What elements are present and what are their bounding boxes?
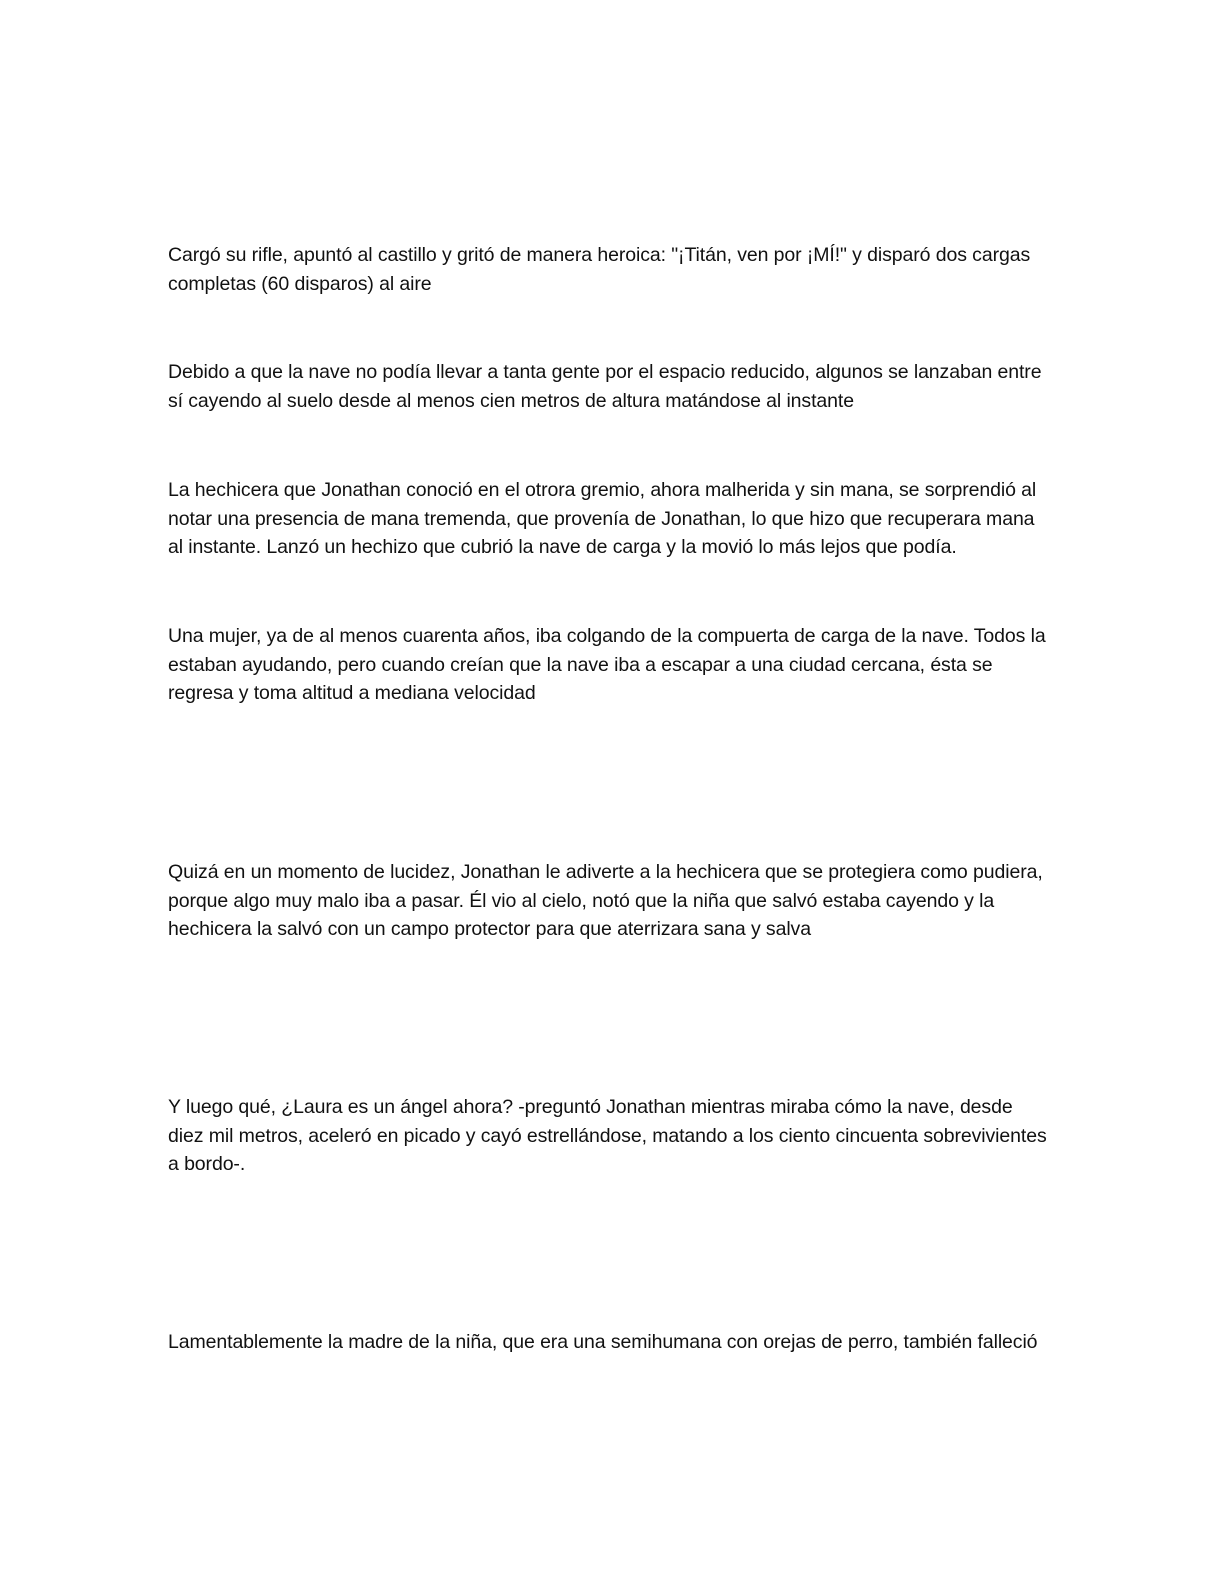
paragraph-laura-angel: Y luego qué, ¿Laura es un ángel ahora? -preguntó Jonathan mientras miraba cómo la nave, desde diez mil metros, aceleró en picado y cayó estrellándose, matando a los ciento cincuenta sobrevivientes a bordo-. bbox=[168, 1096, 1047, 1176]
paragraph-lucidity: Quizá en un momento de lucidez, Jonathan le adiverte a la hechicera que se protegiera como pudiera, porque algo muy malo iba a pasar. Él vio al cielo, notó que la niña que salvó estaba cayendo y la hechicera la salvó con un campo protector para que aterrizara sana y salva bbox=[168, 861, 1043, 941]
paragraph-mother-death: Lamentablemente la madre de la niña, que era una semihumana con orejas de perro, también falleció bbox=[168, 1331, 1038, 1353]
paragraph-rifle: Cargó su rifle, apuntó al castillo y gritó de manera heroica: "¡Titán, ven por ¡MÍ!" y disparó dos cargas completas (60 disparos) al aire bbox=[168, 244, 1031, 295]
paragraph-woman-hanging: Una mujer, ya de al menos cuarenta años, iba colgando de la compuerta de carga de la nave. Todos la estaban ayudando, pero cuando creían que la nave iba a escapar a una ciudad cercana, ésta se regresa y toma altitud a mediana velocidad bbox=[168, 625, 1046, 705]
paragraph-sorceress-spell: La hechicera que Jonathan conoció en el otrora gremio, ahora malherida y sin mana, se sorprendió al notar una presencia de mana tremenda, que provenía de Jonathan, lo que hizo que recuperara mana al instante. Lanzó un hechizo que cubrió la nave de carga y la movió lo más lejos que podía. bbox=[168, 479, 1037, 559]
paragraph-ship-crowd: Debido a que la nave no podía llevar a tanta gente por el espacio reducido, algunos se lanzaban entre sí cayendo al suelo desde al menos cien metros de altura matándose al instante bbox=[168, 361, 1042, 412]
